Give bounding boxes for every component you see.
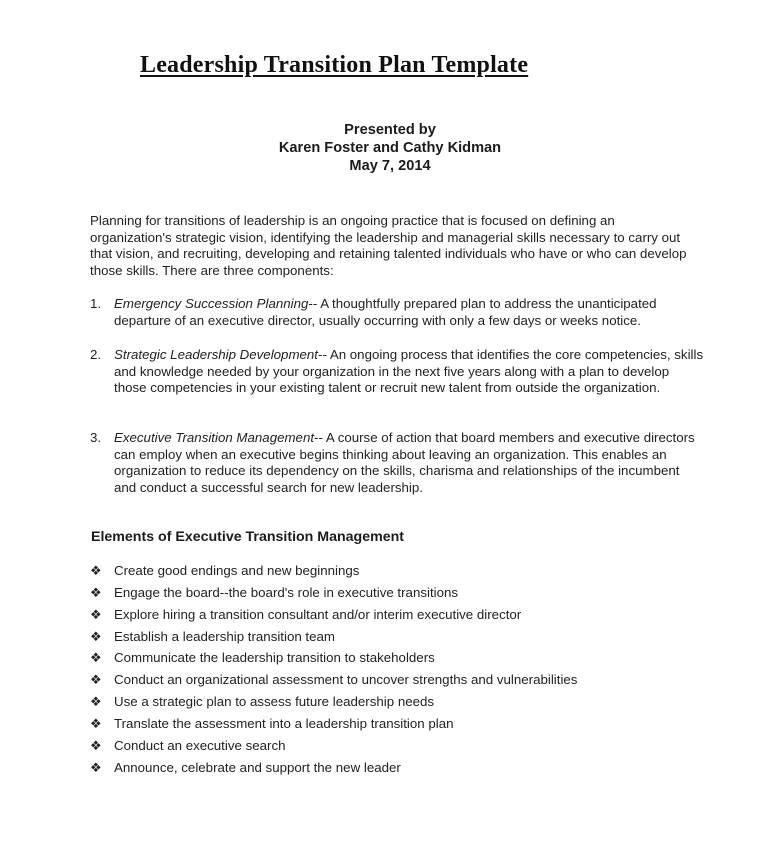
- diamond-bullet-icon: ❖: [90, 738, 102, 753]
- component-number: 2.: [90, 347, 102, 362]
- list-item-text: Conduct an executive search: [114, 738, 286, 753]
- list-item-text: Use a strategic plan to assess future leadership needs: [114, 694, 435, 709]
- component-body: [114, 430, 704, 496]
- diamond-bullet-icon: ❖: [90, 694, 102, 709]
- diamond-bullet-icon: ❖: [90, 672, 102, 687]
- list-item: [90, 563, 690, 583]
- list-item: [90, 629, 690, 649]
- component-description: -- An ongoing process that identifies the core competencies, skills and knowledge needed by your organization in the next five years along with a plan to develop those competencies in your existing talent or recruit new talent from outside the organization.: [114, 347, 704, 396]
- list-item: [90, 738, 690, 758]
- component-description: -- A thoughtfully prepared plan to address the unanticipated departure of an executive director, usually occurring with only a few days or weeks notice.: [114, 296, 657, 328]
- component-number: 3.: [90, 430, 102, 445]
- list-item: [90, 694, 690, 714]
- component-description: -- A course of action that board members and executive directors can employ when an executive begins thinking about leaving an organization. This enables an organization to reduce its dependency on the skills, charisma and relationships of the incumbent and conduct a successful search for new leadership.: [114, 430, 695, 495]
- presenter-names: Karen Foster and Cathy Kidman: [278, 140, 502, 156]
- list-item-text: Establish a leadership transition team: [114, 629, 335, 644]
- diamond-bullet-icon: ❖: [90, 607, 102, 622]
- presentation-date: May 7, 2014: [349, 158, 431, 174]
- component-term: Emergency Succession Planning: [114, 296, 309, 311]
- component-term: Strategic Leadership Development: [114, 347, 319, 362]
- diamond-bullet-icon: ❖: [90, 563, 102, 578]
- list-item-text: Announce, celebrate and support the new leader: [114, 760, 401, 775]
- presented-by-label: Presented by: [344, 122, 436, 138]
- section-heading: Elements of Executive Transition Management: [91, 529, 404, 545]
- diamond-bullet-icon: ❖: [90, 760, 102, 775]
- list-item-text: Engage the board--the board's role in executive transitions: [114, 585, 459, 600]
- list-item-text: Create good endings and new beginnings: [114, 563, 360, 578]
- document-title: Leadership Transition Plan Template: [140, 52, 529, 78]
- list-item: [90, 672, 690, 692]
- list-item-text: Communicate the leadership transition to stakeholders: [114, 650, 435, 665]
- list-item: [90, 585, 690, 605]
- list-item: [90, 716, 690, 736]
- component-body: [114, 347, 704, 397]
- component-number: 1.: [90, 296, 102, 311]
- intro-paragraph: Planning for transitions of leadership is an ongoing practice that is focused on defining an organization's strategic vision, identifying the leadership and managerial skills necessary to carry out that vision, and recruiting, developing and retaining talented individuals who have or who can develop those skills. There are three components:: [90, 213, 687, 278]
- list-item: [90, 607, 690, 627]
- presenter-block: [230, 121, 550, 175]
- diamond-bullet-icon: ❖: [90, 716, 102, 731]
- list-item: [90, 760, 690, 780]
- diamond-bullet-icon: ❖: [90, 585, 102, 600]
- diamond-bullet-icon: ❖: [90, 650, 102, 665]
- diamond-bullet-icon: ❖: [90, 629, 102, 644]
- list-item: [90, 650, 690, 670]
- list-item-text: Translate the assessment into a leadership transition plan: [114, 716, 454, 731]
- list-item-text: Conduct an organizational assessment to uncover strengths and vulnerabilities: [114, 672, 578, 687]
- list-item-text: Explore hiring a transition consultant and/or interim executive director: [114, 607, 522, 622]
- component-term: Executive Transition Management: [114, 430, 315, 445]
- component-body: [114, 296, 704, 329]
